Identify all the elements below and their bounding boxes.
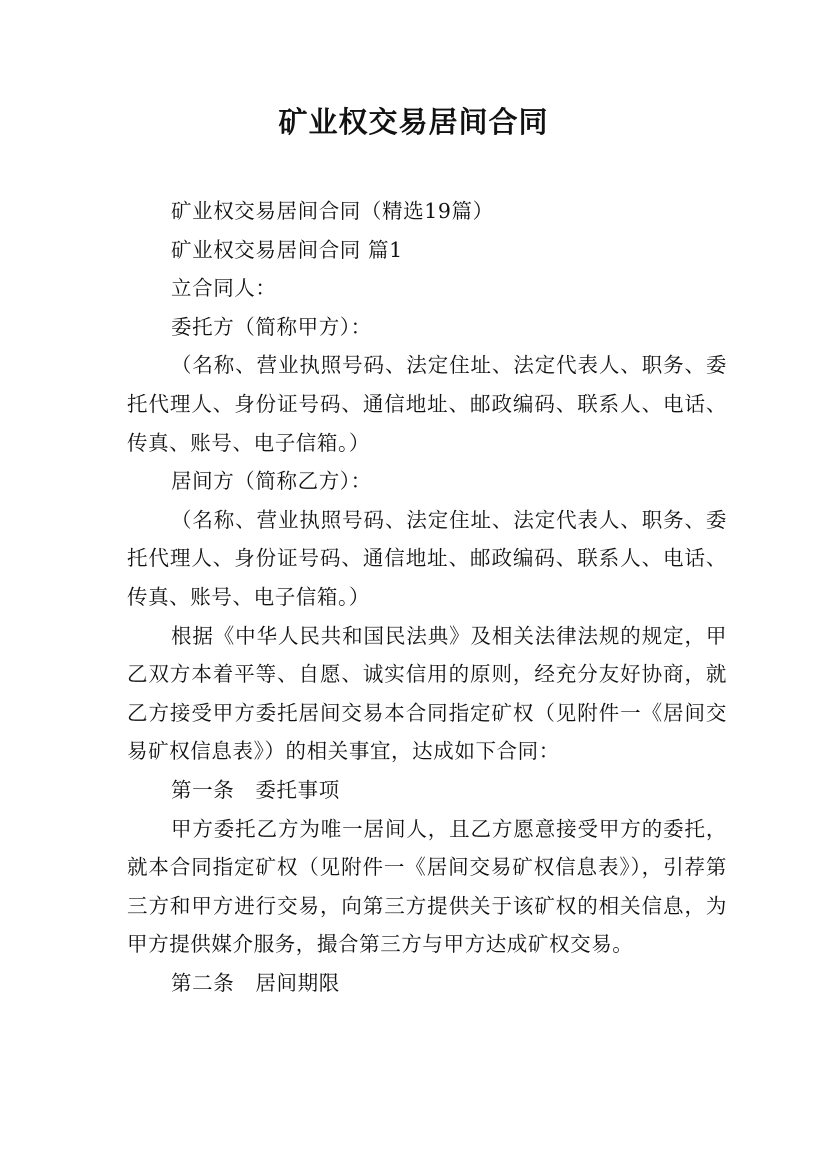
party-b-label: 居间方（简称乙方）： <box>171 469 372 494</box>
article-1-body: 甲方委托乙方为唯一居间人，且乙方愿意接受甲方的委托，就本合同指定矿权（见附件一《居间交易矿权信息表》），引荐第三方和甲方进行交易，向第三方提供关于该矿权的相关信息，为甲方提供媒介服务，撮合第三方与甲方达成矿权交易。 <box>127 816 727 957</box>
document-subtitle: 矿业权交易居间合同（精选19篇） <box>171 199 494 223</box>
preamble-paragraph: 根据《中华人民共和国民法典》及相关法律法规的规定，甲乙双方本着平等、自愿、诚实信用的原则，经充分友好协商，就乙方接受甲方委托居间交易本合同指定矿权（见附件一《居间交易矿权信息表》）的相关事宜，达成如下合同： <box>127 623 727 764</box>
document-title: 矿业权交易居间合同 <box>278 105 549 139</box>
document-body <box>127 192 727 1002</box>
party-a-details: （名称、营业执照号码、法定住址、法定代表人、职务、委托代理人、身份证号码、通信地址、邮政编码、联系人、电话、传真、账号、电子信箱。） <box>127 353 727 455</box>
article-1-heading: 第一条 委托事项 <box>171 777 340 802</box>
article-2-heading: 第二条 居间期限 <box>171 970 340 995</box>
party-a-label: 委托方（简称甲方）： <box>171 314 372 339</box>
party-b-details: （名称、营业执照号码、法定住址、法定代表人、职务、委托代理人、身份证号码、通信地址、邮政编码、联系人、电话、传真、账号、电子信箱。） <box>127 507 727 609</box>
parties-label: 立合同人： <box>171 276 277 301</box>
section-heading: 矿业权交易居间合同 篇1 <box>171 237 403 262</box>
